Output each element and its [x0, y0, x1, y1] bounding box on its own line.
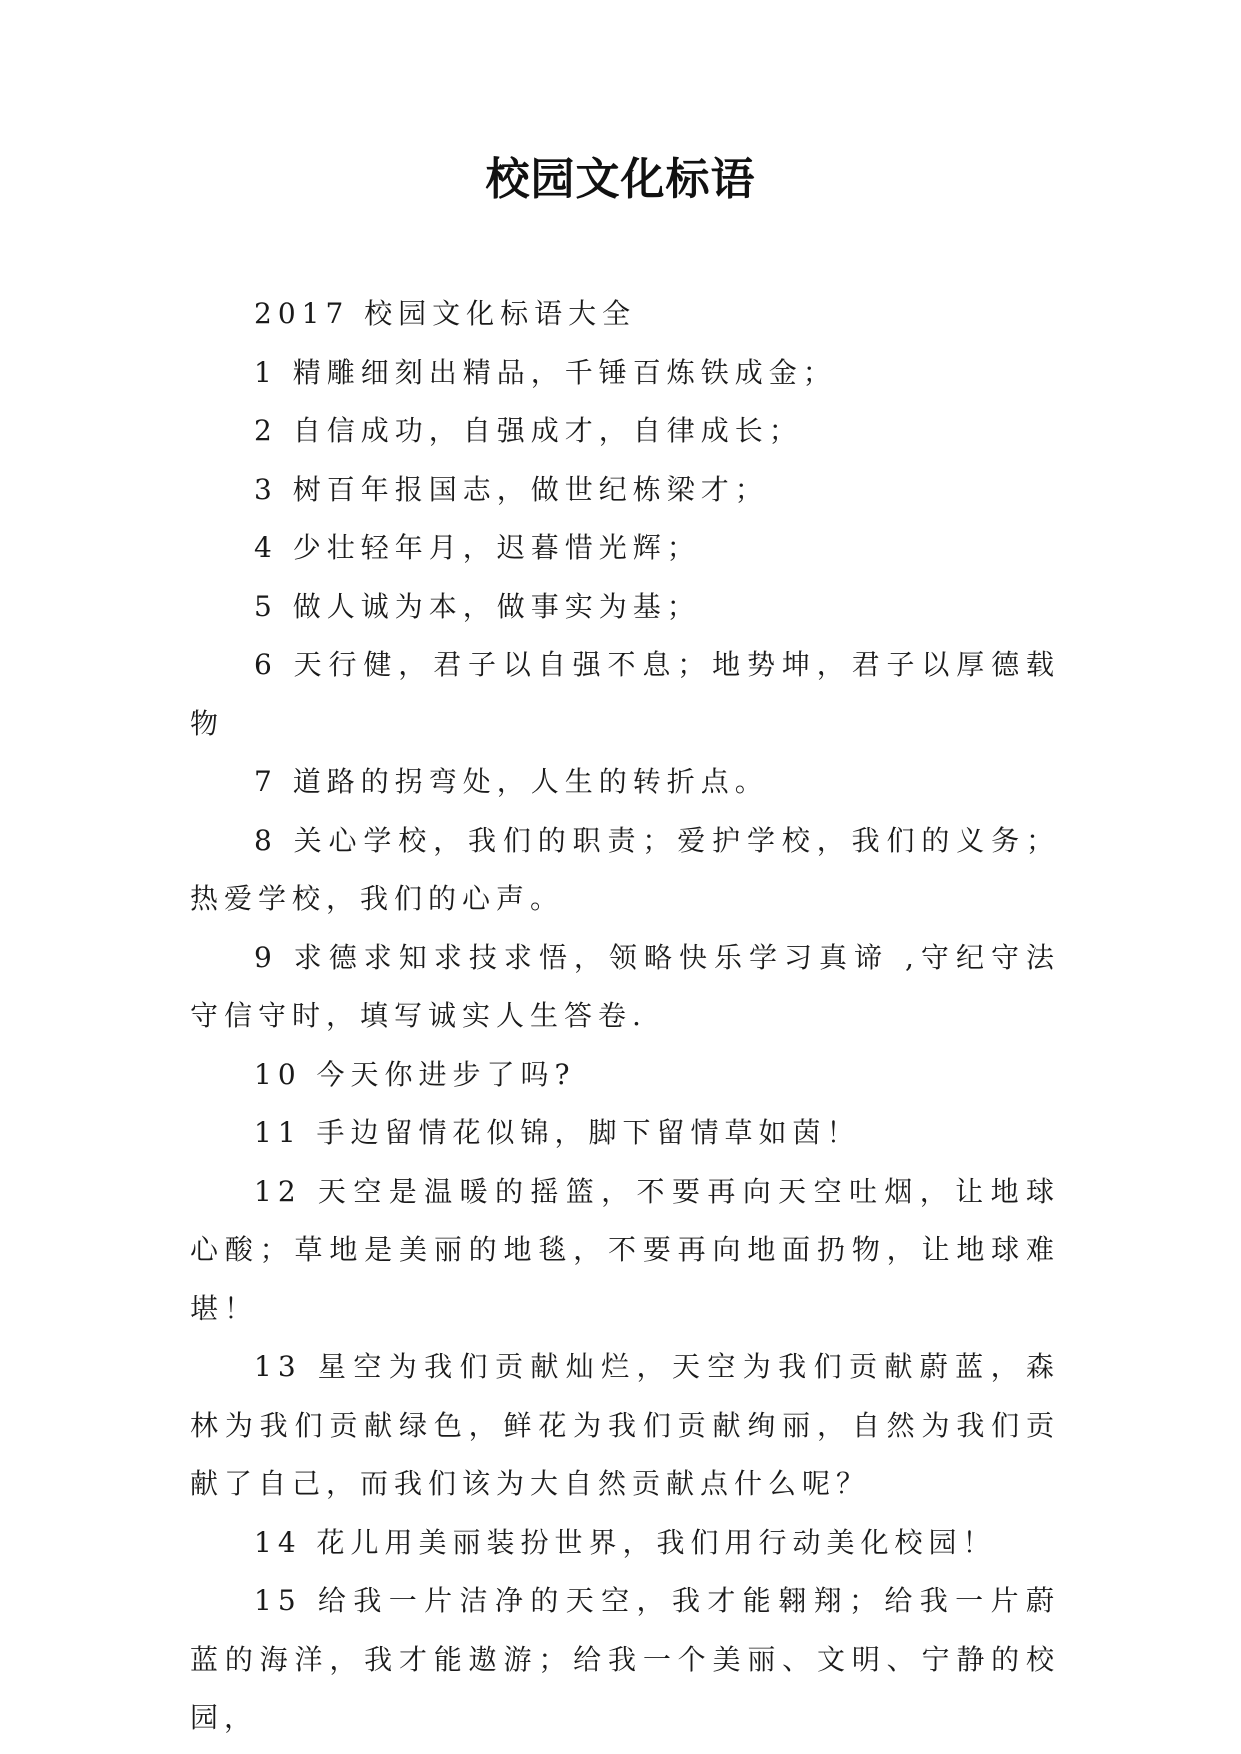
document-title: 校园文化标语 [485, 154, 756, 205]
slogan-4: 4 少壮轻年月，迟暮惜光辉； [254, 531, 701, 564]
slogan-7: 7 道路的拐弯处，人生的转折点。 [254, 765, 769, 798]
slogan-6: 6 天行健，君子以自强不息；地势坤，君子以厚德载物 [190, 648, 1060, 740]
slogan-8: 8 关心学校，我们的职责；爱护学校，我们的义务；热爱学校，我们的心声。 [190, 823, 1060, 915]
slogan-3: 3 树百年报国志，做世纪栋梁才； [254, 472, 769, 506]
slogan-12: 12 天空是温暖的摇篮，不要再向天空吐烟，让地球心酸；草地是美丽的地毯，不要再向地面扔物，让地球难堪！ [190, 1174, 1060, 1325]
slogan-1: 1 精雕细刻出精品，千锤百炼铁成金； [254, 355, 837, 389]
slogan-14: 14 花儿用美丽装扮世界，我们用行动美化校园！ [254, 1525, 997, 1559]
slogan-15: 15 给我一片洁净的天空，我才能翱翔；给我一片蔚蓝的海洋，我才能遨游；给我一个美丽、文明、宁静的校园， [190, 1584, 1060, 1734]
slogan-10: 10 今天你进步了吗? [254, 1057, 576, 1091]
slogan-11: 11 手边留情花似锦，脚下留情草如茵！ [254, 1116, 861, 1149]
slogan-2: 2 自信成功，自强成才，自律成长； [254, 414, 803, 447]
slogan-13: 13 星空为我们贡献灿烂，天空为我们贡献蔚蓝，森林为我们贡献绿色，鲜花为我们贡献绚丽，自然为我们贡献了自己，而我们该为大自然贡献点什么呢？ [190, 1350, 1060, 1500]
paragraph-heading: 2017 校园文化标语大全 [254, 297, 637, 330]
document-body [190, 285, 1060, 1748]
slogan-9: 9 求德求知求技求悟，领略快乐学习真谛 ,守纪守法守信守时，填写诚实人生答卷. [190, 940, 1060, 1032]
slogan-5: 5 做人诚为本，做事实为基； [254, 589, 701, 623]
